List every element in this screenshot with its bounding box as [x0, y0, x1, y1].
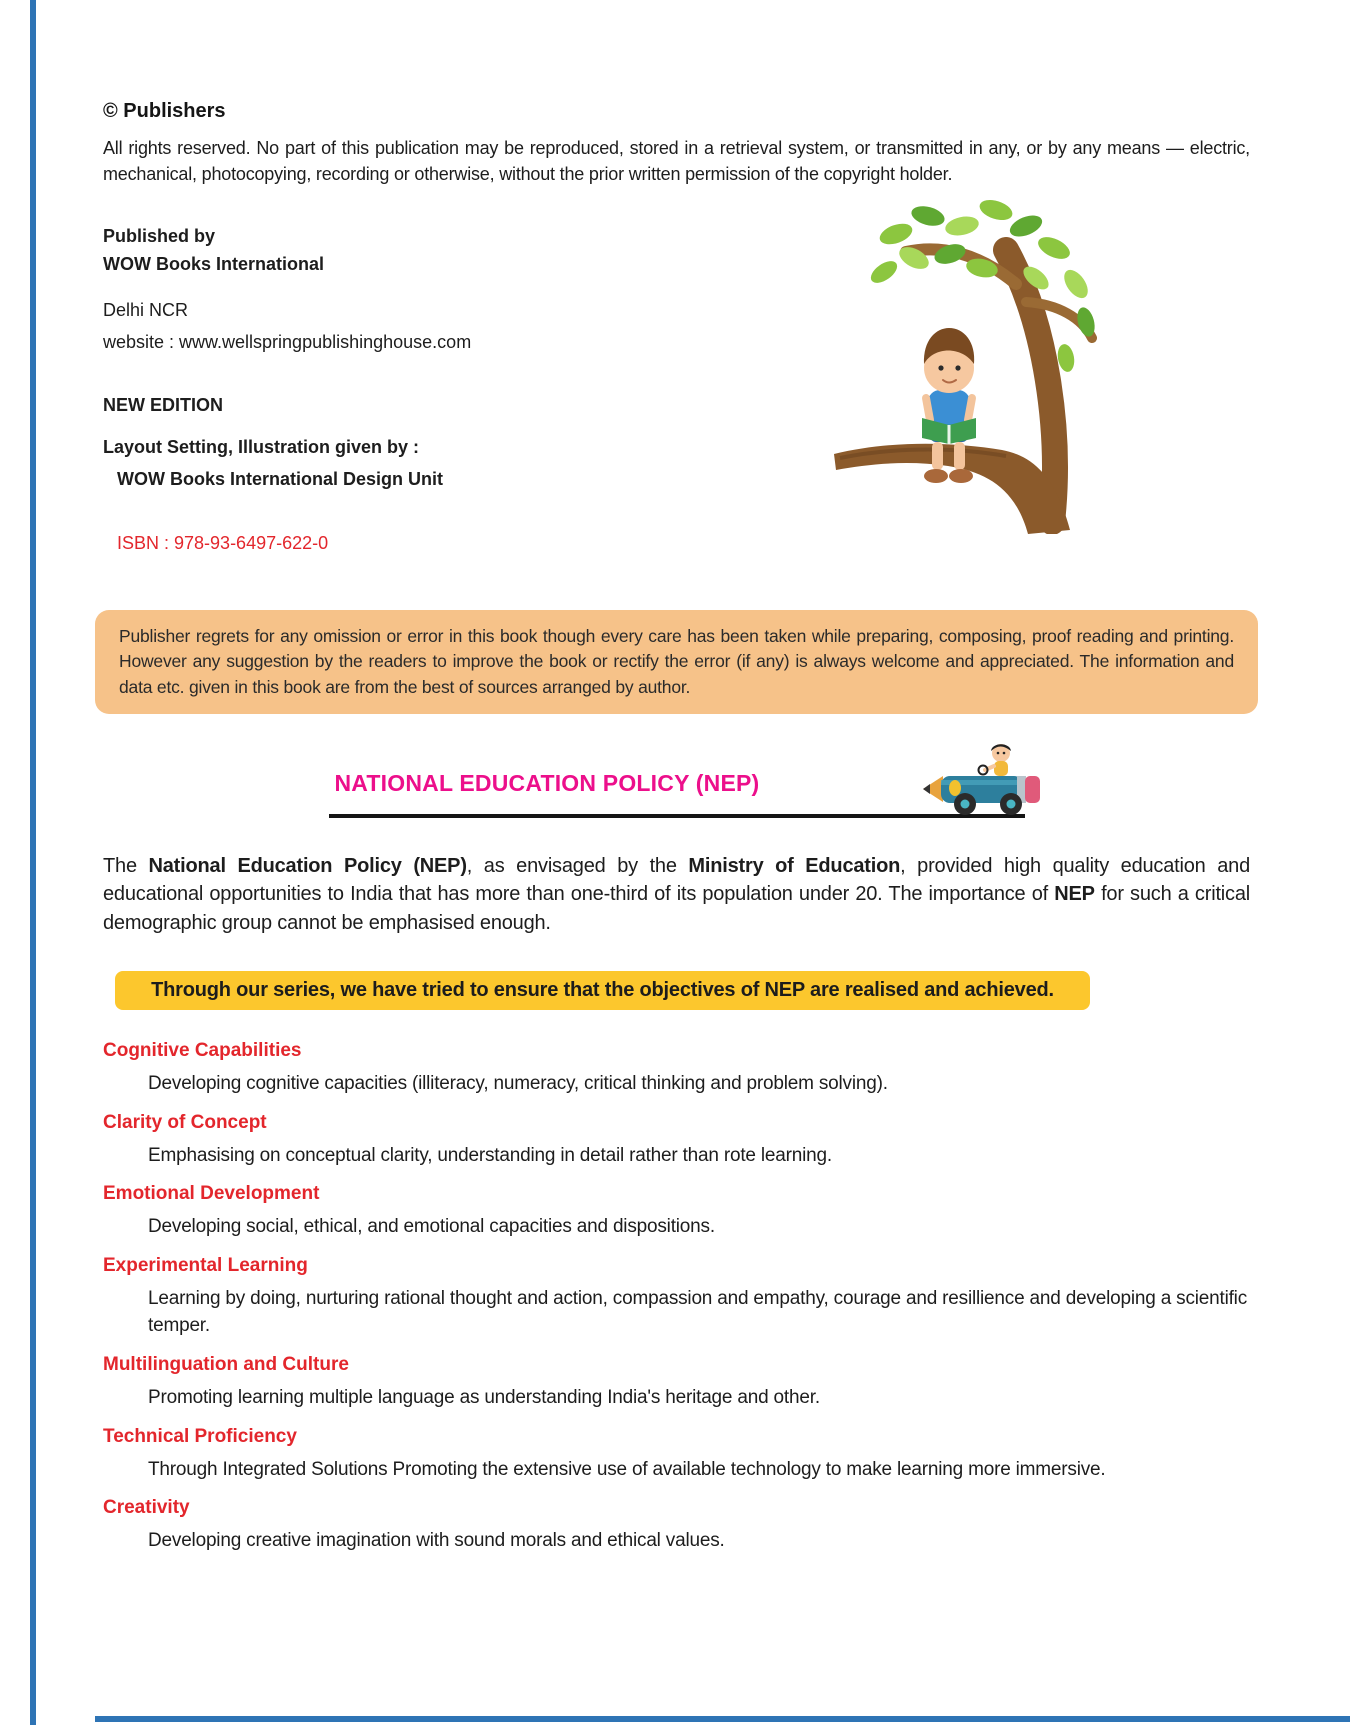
- objective-body: Through Integrated Solutions Promoting the extensive use of available technology to make learning more immersive.: [148, 1458, 1106, 1480]
- objective-heading: Creativity: [103, 1497, 190, 1519]
- publisher-block: [103, 223, 1250, 556]
- nep-objectives-list: [103, 1040, 1250, 1554]
- copyright-heading: © Publishers: [103, 100, 226, 122]
- page-border-left: [30, 0, 36, 1725]
- objective-heading: Experimental Learning: [103, 1254, 308, 1276]
- publisher-location: Delhi NCR: [103, 300, 189, 321]
- objective-section: [103, 1183, 1250, 1241]
- edition-label: NEW EDITION: [103, 394, 223, 415]
- publisher-website: website : www.wellspringpublishinghouse.com: [103, 332, 472, 353]
- objective-section: [103, 1426, 1250, 1484]
- intro-text: , as envisaged by the: [466, 855, 689, 878]
- intro-text: The: [103, 855, 149, 878]
- objective-heading: Clarity of Concept: [103, 1111, 267, 1133]
- objective-section: [103, 1354, 1250, 1412]
- intro-text: for such a critical demographic group cannot be emphasised enough.: [103, 883, 1251, 934]
- layout-credit-label: Layout Setting, Illustration given by :: [103, 436, 420, 457]
- boy-pencil-car-icon: [921, 736, 1053, 822]
- rights-reserved-text: All rights reserved. No part of this publication may be reproduced, stored in a retrieval system, or transmitted in any, or by any means — electric, mechanical, photocopying, recording or otherwise, without the prior written permission of the copyright holder.: [103, 138, 1250, 185]
- nep-objectives-banner: Through our series, we have tried to ensure that the objectives of NEP are realised and achieved.: [115, 971, 1090, 1010]
- page-content: [103, 0, 1250, 1561]
- objective-body: Emphasising on conceptual clarity, understanding in detail rather than rote learning.: [148, 1144, 832, 1166]
- intro-bold-nep2: NEP: [1054, 883, 1095, 906]
- objective-body: Developing creative imagination with sound morals and ethical values.: [148, 1530, 725, 1552]
- publisher-disclaimer-box: Publisher regrets for any omission or error in this book though every care has been taken while preparing, composing, proof reading and printing. However any suggestion by the readers to improve the book or rectify the error (if any) is always welcome and appreciated. The information and data etc. given in this book are from the best of sources arranged by author.: [95, 610, 1258, 714]
- nep-title-row: [329, 764, 1025, 818]
- objective-heading: Technical Proficiency: [103, 1425, 297, 1447]
- page-border-bottom: [95, 1716, 1350, 1722]
- objective-section: [103, 1040, 1250, 1098]
- objective-section: [103, 1255, 1250, 1340]
- publisher-name: WOW Books International: [103, 254, 325, 275]
- intro-bold-ministry: Ministry of Education: [688, 855, 901, 878]
- objective-heading: Multilinguation and Culture: [103, 1353, 349, 1375]
- objective-heading: Emotional Development: [103, 1183, 320, 1205]
- published-by-label: Published by: [103, 226, 216, 247]
- objective-heading: Cognitive Capabilities: [103, 1040, 302, 1062]
- objective-body: Learning by doing, nurturing rational thought and action, compassion and empathy, courage and resillience and developing a scientific temper.: [148, 1287, 1248, 1337]
- intro-text: , provided high quality education and educational opportunities to India that has more than one-third of its population under 20. The importance of: [103, 855, 1250, 906]
- objective-body: Developing social, ethical, and emotional capacities and dispositions.: [148, 1216, 715, 1238]
- objective-body: Promoting learning multiple language as understanding India's heritage and other.: [148, 1386, 820, 1408]
- nep-title: NATIONAL EDUCATION POLICY (NEP): [334, 770, 760, 797]
- objective-body: Developing cognitive capacities (illiteracy, numeracy, critical thinking and problem solving).: [148, 1073, 888, 1095]
- nep-intro-paragraph: [103, 852, 1250, 937]
- objective-section: [103, 1112, 1250, 1170]
- isbn-number: ISBN : 978-93-6497-622-0: [117, 532, 329, 553]
- objective-section: [103, 1497, 1250, 1555]
- intro-bold-nep: National Education Policy (NEP): [148, 855, 467, 878]
- layout-credit-value: WOW Books International Design Unit: [117, 468, 444, 489]
